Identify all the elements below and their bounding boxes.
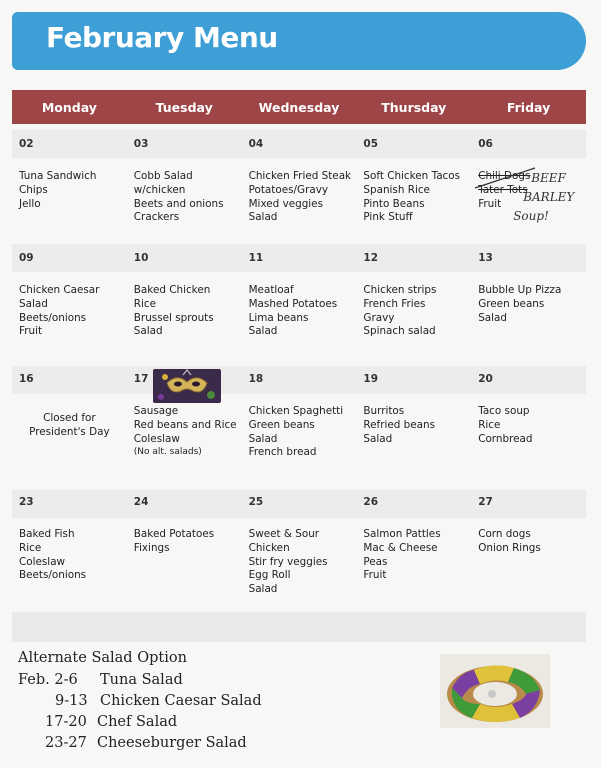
menu-note: (No alt. salads) (133, 447, 202, 458)
day-number: 13 (478, 252, 493, 264)
menu-item: Fruit (19, 325, 43, 338)
menu-item: Burritos (363, 405, 405, 417)
menu-item: Fruit (363, 569, 387, 582)
day-number: 11 (248, 252, 264, 264)
day-number: 16 (19, 373, 34, 385)
title-banner (12, 12, 586, 70)
menu-item: Baked Potatoes (133, 528, 215, 540)
week-row (12, 138, 586, 238)
menu-item: Rice (133, 297, 157, 310)
day-cell (242, 138, 357, 238)
handwritten-note: BARLEY (523, 190, 575, 204)
day-number: 23 (19, 496, 34, 508)
weekday-tuesday: Tuesday (155, 99, 213, 115)
day-number: 20 (478, 373, 493, 385)
day-cell (242, 252, 357, 362)
alternate-salad-name: Cheeseburger Salad (97, 735, 247, 751)
day-cell (471, 496, 586, 606)
day-cell (471, 373, 586, 483)
day-cell (356, 496, 471, 606)
menu-item: Cornbread (478, 432, 533, 445)
menu-item: Mashed Potatoes (248, 297, 338, 310)
day-number: 24 (133, 496, 149, 508)
weekday-thursday: Thursday (381, 99, 447, 115)
menu-item: Chicken Spaghetti (248, 405, 344, 417)
menu-item: Fixings (133, 541, 170, 554)
menu-item: Meatloaf (248, 284, 294, 296)
week-row (12, 252, 586, 362)
menu-item-crossed-out: Chili Dogs (478, 170, 531, 182)
menu-item: Tuna Sandwich (19, 170, 97, 182)
menu-item: Baked Chicken (133, 284, 211, 296)
menu-item: w/chicken (133, 183, 186, 196)
menu-item: Red beans and Rice (133, 418, 237, 431)
day-cell (12, 496, 127, 606)
menu-item: Rice (478, 418, 501, 431)
menu-item: Stir fry veggies (248, 555, 328, 568)
menu-item: Chips (19, 183, 48, 196)
menu-item: Salad (478, 311, 508, 324)
alternate-salad-name: Tuna Salad (100, 672, 183, 688)
day-cell (242, 373, 357, 483)
day-cell (356, 138, 471, 238)
menu-item: Sausage (133, 405, 179, 417)
menu-item: French Fries (363, 297, 426, 310)
menu-item: Pink Stuff (363, 211, 413, 224)
day-number: 18 (248, 373, 264, 385)
menu-item: Taco soup (478, 405, 530, 417)
alternate-salad-dates: 17-20 (45, 714, 87, 730)
menu-item: Coleslaw (19, 555, 66, 568)
menu-item: Spanish Rice (363, 183, 430, 196)
menu-item: Corn dogs (478, 528, 531, 540)
menu-item: French bread (248, 446, 317, 459)
menu-item: Egg Roll (248, 569, 291, 582)
menu-item: Spinach salad (363, 325, 436, 338)
day-cell (471, 138, 586, 238)
alternate-salad-dates: Feb. 2-6 (18, 672, 78, 688)
weekday-monday: Monday (41, 99, 97, 115)
menu-item: Salad (133, 325, 163, 338)
menu-item: Fruit (478, 197, 502, 210)
menu-item: Baked Fish (19, 528, 75, 540)
day-number: 05 (363, 138, 379, 150)
day-cell (12, 373, 127, 483)
menu-item: Brussel sprouts (133, 311, 214, 324)
alternate-salad-dates: 23-27 (45, 735, 87, 751)
day-cell (356, 252, 471, 362)
menu-item: Green beans (248, 418, 315, 431)
alternate-salad-name: Chicken Caesar Salad (100, 693, 262, 709)
day-number: 10 (133, 252, 149, 264)
weekday-friday: Friday (506, 99, 551, 115)
menu-item: Chicken (248, 541, 290, 554)
mardi-gras-mask-image (153, 369, 221, 403)
menu-item: Coleslaw (133, 432, 180, 445)
day-number: 09 (19, 252, 34, 264)
day-number: 02 (19, 138, 34, 150)
day-cell (242, 496, 357, 606)
closed-notice: Closed for (43, 412, 96, 424)
menu-item: Beets/onions (19, 569, 87, 582)
handwritten-note: BEEF (531, 171, 566, 185)
menu-item: Pinto Beans (363, 197, 425, 210)
menu-item: Mixed veggies (248, 197, 323, 210)
menu-item: Mac & Cheese (363, 541, 438, 554)
alternate-salad-title: Alternate Salad Option (18, 650, 187, 666)
day-cell (356, 373, 471, 483)
menu-item-crossed-out: Tater Tots (478, 183, 528, 196)
day-number: 04 (248, 138, 264, 150)
menu-item: Salad (248, 432, 278, 445)
menu-item: Onion Rings (478, 541, 541, 554)
menu-item: Beets/onions (19, 311, 87, 324)
day-number: 06 (478, 138, 493, 150)
alternate-salad-dates: 9-13 (55, 693, 88, 709)
menu-item: Salad (248, 325, 278, 338)
menu-item: Lima beans (248, 311, 309, 324)
menu-item: Crackers (133, 211, 180, 224)
day-number: 12 (363, 252, 379, 264)
menu-item: Chicken Caesar (19, 284, 100, 296)
king-cake-image (440, 654, 550, 728)
menu-item: Jello (19, 197, 41, 210)
alternate-salad-name: Chef Salad (97, 714, 178, 730)
day-cell (471, 252, 586, 362)
day-cell (127, 138, 242, 238)
day-cell (12, 252, 127, 362)
day-number: 03 (133, 138, 149, 150)
menu-item: Bubble Up Pizza (478, 284, 562, 296)
menu-item: Chicken Fried Steak (248, 170, 352, 182)
weekday-header (12, 90, 586, 124)
closed-notice: President's Day (29, 426, 110, 438)
menu-item: Soft Chicken Tacos (363, 170, 461, 182)
day-cell (127, 252, 242, 362)
menu-item: Cobb Salad (133, 170, 193, 182)
menu-item: Peas (363, 555, 388, 568)
menu-item: Potatoes/Gravy (248, 183, 329, 196)
page-title: February Menu (46, 21, 278, 54)
week-row (12, 373, 586, 483)
menu-item: Salad (363, 432, 393, 445)
menu-item: Rice (19, 541, 42, 554)
menu-item: Sweet & Sour (248, 528, 320, 540)
menu-item: Salad (248, 583, 278, 596)
day-number: 19 (363, 373, 379, 385)
handwritten-note: Soup! (513, 209, 549, 223)
menu-item: Salad (19, 297, 48, 310)
day-number: 25 (248, 496, 264, 508)
day-number: 17 (133, 373, 149, 385)
menu-item: Refried beans (363, 418, 435, 431)
day-cell (127, 496, 242, 606)
weekday-wednesday: Wednesday (258, 99, 340, 115)
menu-item: Beets and onions (133, 197, 224, 210)
menu-item: Green beans (478, 297, 545, 310)
menu-item: Salmon Pattles (363, 528, 441, 540)
menu-item: Salad (248, 211, 278, 224)
menu-item: Gravy (363, 311, 395, 324)
footer-band (12, 612, 586, 642)
menu-item: Chicken strips (363, 284, 437, 296)
day-number: 27 (478, 496, 493, 508)
day-cell (12, 138, 127, 238)
week-row (12, 496, 586, 606)
day-number: 26 (363, 496, 379, 508)
